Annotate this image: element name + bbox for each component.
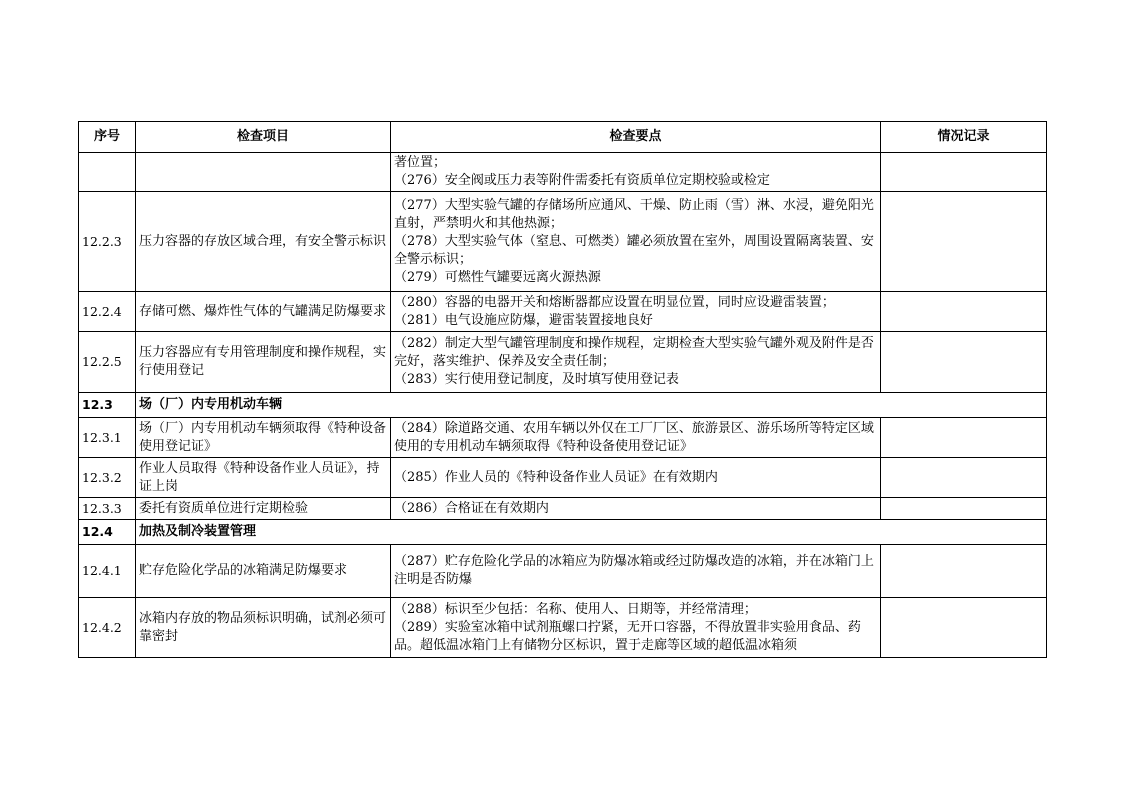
row-item: 压力容器应有专用管理制度和操作规程，实行使用登记: [136, 332, 391, 393]
header-record: 情况记录: [881, 122, 1047, 153]
section-num: 12.3: [79, 393, 136, 418]
section-row: [79, 520, 1047, 545]
section-num: 12.4: [79, 520, 136, 545]
point-line: （284）除道路交通、农用车辆以外仅在工厂厂区、旅游景区、游乐场所等特定区域使用的专用机动车辆须取得《特种设备使用登记证》: [394, 420, 874, 454]
row-item: 压力容器的存放区域合理，有安全警示标识: [136, 192, 391, 292]
table-row: [79, 418, 1047, 458]
row-record: [881, 192, 1047, 292]
row-points: [391, 418, 881, 458]
row-num: [79, 153, 136, 192]
row-item: 作业人员取得《特种设备作业人员证》，持证上岗: [136, 458, 391, 498]
section-row: [79, 393, 1047, 418]
table-body: [79, 153, 1047, 658]
table-header-row: [79, 122, 1047, 153]
point-line: （279）可燃性气罐要远离火源热源: [394, 269, 601, 285]
point-line: 著位置；: [394, 155, 447, 170]
row-record: [881, 332, 1047, 393]
table-row: [79, 598, 1047, 658]
row-num: 12.3.3: [79, 498, 136, 520]
row-num: 12.2.5: [79, 332, 136, 393]
inspection-checklist-table: [78, 121, 1047, 658]
point-line: （276）安全阀或压力表等附件需委托有资质单位定期校验或检定: [394, 173, 770, 188]
row-record: [881, 498, 1047, 520]
row-num: 12.3.1: [79, 418, 136, 458]
header-points: 检查要点: [391, 122, 881, 153]
row-points: [391, 332, 881, 393]
row-record: [881, 598, 1047, 658]
row-num: 12.4.2: [79, 598, 136, 658]
point-line: （283）实行使用登记制度，及时填写使用登记表: [394, 372, 679, 387]
point-line: （288）标识至少包括：名称、使用人、日期等，并经常清理；: [394, 601, 757, 617]
point-line: （281）电气设施应防爆，避雷装置接地良好: [394, 312, 653, 328]
row-item: [136, 153, 391, 192]
row-points: [391, 598, 881, 658]
table-row: [79, 192, 1047, 292]
header-num: 序号: [79, 122, 136, 153]
row-points: [391, 545, 881, 598]
row-item: 冰箱内存放的物品须标识明确，试剂必须可靠密封: [136, 598, 391, 658]
point-line: （287）贮存危险化学品的冰箱应为防爆冰箱或经过防爆改造的冰箱，并在冰箱门上注明是否防爆: [394, 554, 874, 587]
row-points: [391, 192, 881, 292]
row-record: [881, 292, 1047, 332]
row-num: 12.2.3: [79, 192, 136, 292]
row-item: 委托有资质单位进行定期检验: [136, 498, 391, 520]
table-row: [79, 292, 1047, 332]
point-line: （286）合格证在有效期内: [394, 500, 549, 516]
row-points: [391, 292, 881, 332]
row-record: [881, 458, 1047, 498]
row-item: 贮存危险化学品的冰箱满足防爆要求: [136, 545, 391, 598]
table-row: [79, 458, 1047, 498]
row-record: [881, 545, 1047, 598]
row-record: [881, 418, 1047, 458]
section-title: 场（厂）内专用机动车辆: [136, 393, 1047, 418]
point-line: （289）实验室冰箱中试剂瓶螺口拧紧，无开口容器，不得放置非实验用食品、药品。超低温冰箱门上有储物分区标识，置于走廊等区域的超低温冰箱须: [394, 619, 861, 653]
point-line: （278）大型实验气体（窒息、可燃类）罐必须放置在室外，周围设置隔离装置、安全警示标识；: [394, 233, 874, 267]
table-row: [79, 498, 1047, 520]
table-row: [79, 153, 1047, 192]
point-line: （280）容器的电器开关和熔断器都应设置在明显位置，同时应设避雷装置；: [394, 294, 835, 310]
table-row: [79, 545, 1047, 598]
row-item: 场（厂）内专用机动车辆须取得《特种设备使用登记证》: [136, 418, 391, 458]
row-points: [391, 458, 881, 498]
point-line: （277）大型实验气罐的存储场所应通风、干燥、防止雨（雪）淋、水浸，避免阳光直射，严禁明火和其他热源；: [394, 197, 874, 231]
row-num: 12.3.2: [79, 458, 136, 498]
row-points: [391, 153, 881, 192]
row-num: 12.2.4: [79, 292, 136, 332]
table-row: [79, 332, 1047, 393]
row-num: 12.4.1: [79, 545, 136, 598]
section-title: 加热及制冷装置管理: [136, 520, 1047, 545]
point-line: （285）作业人员的《特种设备作业人员证》在有效期内: [394, 469, 718, 485]
header-item: 检查项目: [136, 122, 391, 153]
point-line: （282）制定大型气罐管理制度和操作规程，定期检查大型实验气罐外观及附件是否完好，落实维护、保养及安全责任制；: [394, 336, 874, 369]
row-points: [391, 498, 881, 520]
row-item: 存储可燃、爆炸性气体的气罐满足防爆要求: [136, 292, 391, 332]
row-record: [881, 153, 1047, 192]
